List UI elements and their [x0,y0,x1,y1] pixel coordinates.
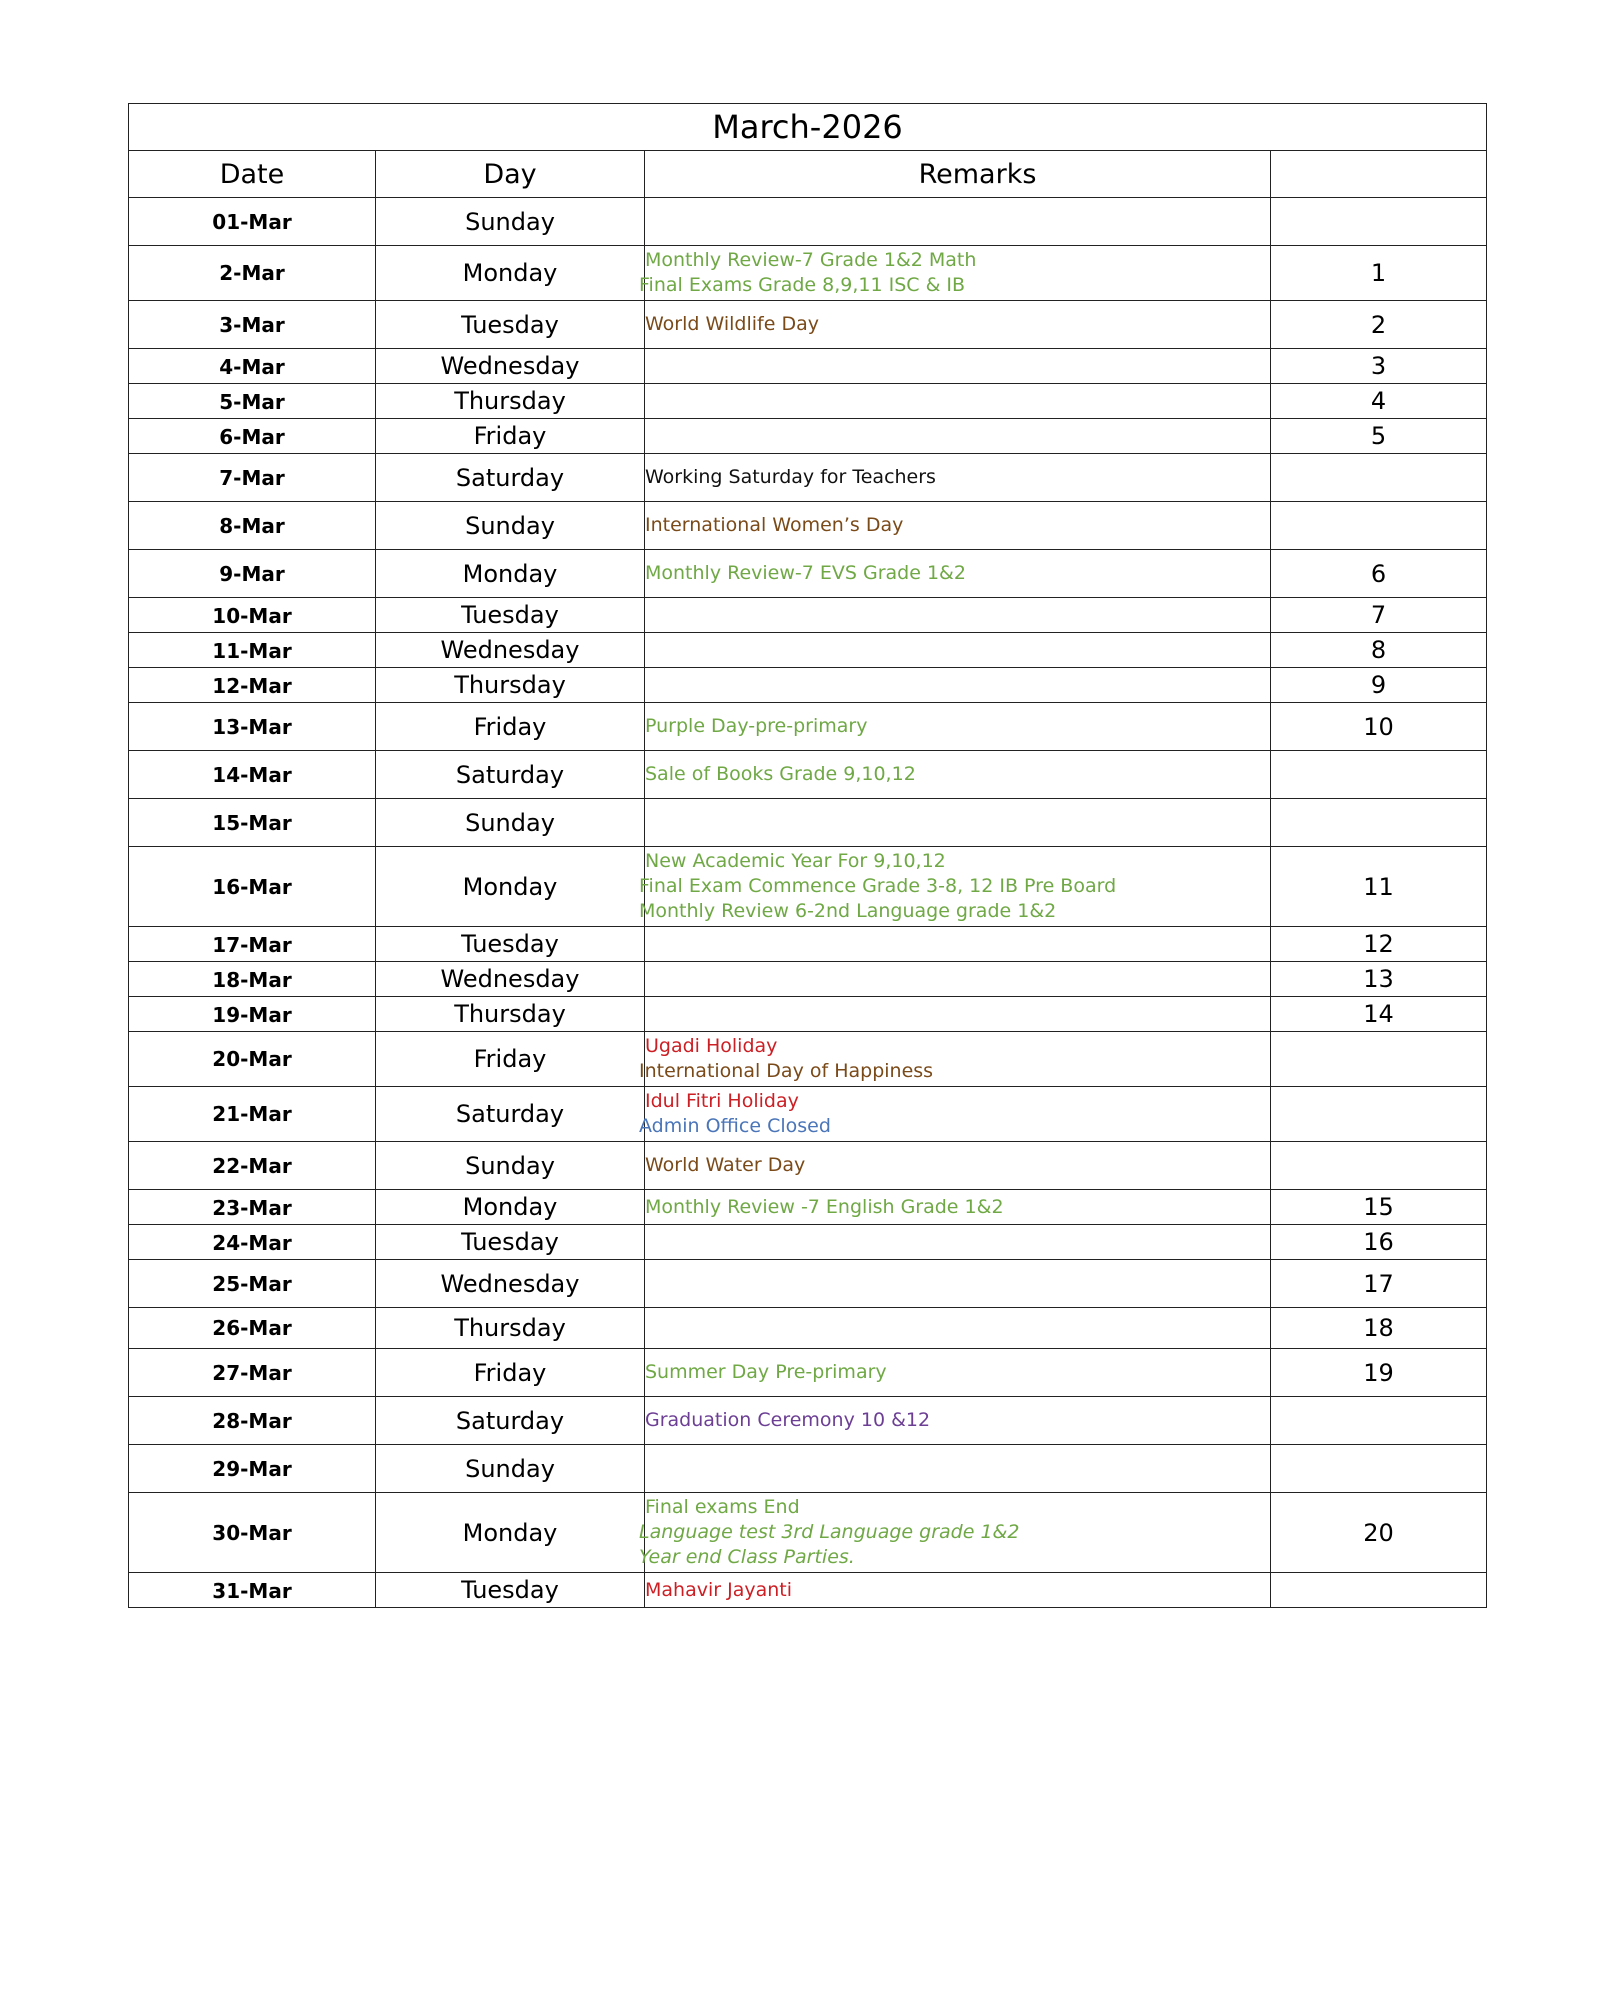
day-cell: Thursday [376,668,645,703]
number-cell: 4 [1271,384,1487,419]
remarks-cell [645,1573,1271,1608]
date-cell: 29-Mar [129,1445,376,1493]
number-cell: 13 [1271,962,1487,997]
table-row [129,668,1487,703]
remarks-cell [645,668,1271,703]
day-cell: Monday [376,246,645,301]
number-cell: 19 [1271,1349,1487,1397]
day-cell: Friday [376,1349,645,1397]
remark-line: Mahavir Jayanti [645,1578,792,1601]
number-cell: 15 [1271,1190,1487,1225]
remarks-cell [639,246,1271,301]
table-row [129,1349,1487,1397]
date-cell: 9-Mar [129,550,376,598]
remarks-cell [645,1445,1271,1493]
remark-line: Ugadi Holiday [645,1035,778,1057]
table-row [129,1190,1487,1225]
date-cell: 27-Mar [129,1349,376,1397]
table-row [129,1573,1487,1608]
date-cell: 6-Mar [129,419,376,454]
day-cell: Thursday [376,997,645,1032]
remarks-cell [645,1260,1271,1308]
day-cell: Saturday [376,1087,645,1142]
remark-line: Working Saturday for Teachers [645,466,936,488]
table-row [129,1087,1487,1142]
calendar-table [128,103,1487,1608]
day-cell: Tuesday [376,301,645,349]
number-cell [1271,1087,1487,1142]
day-cell: Tuesday [376,1573,645,1608]
table-row [129,1308,1487,1349]
table-row [129,927,1487,962]
remarks-cell [645,301,1271,349]
header-number [1271,151,1487,198]
number-cell: 14 [1271,997,1487,1032]
number-cell [1271,454,1487,502]
table-row [129,550,1487,598]
number-cell: 1 [1271,246,1487,301]
table-row [129,847,1487,927]
remark-line: New Academic Year For 9,10,12 [645,850,946,872]
number-cell: 8 [1271,633,1487,668]
day-cell: Sunday [376,799,645,847]
table-row [129,1493,1487,1573]
remark-line: Graduation Ceremony 10 &12 [645,1409,931,1431]
number-cell [1271,1032,1487,1087]
day-cell: Saturday [376,751,645,799]
day-cell: Tuesday [376,598,645,633]
day-cell: Thursday [376,1308,645,1349]
remarks-cell [639,1087,1271,1142]
date-cell: 2-Mar [129,246,376,301]
remarks-cell [645,703,1271,751]
date-cell: 31-Mar [129,1573,376,1608]
table-row [129,419,1487,454]
remarks-cell [645,962,1271,997]
day-cell: Tuesday [376,1225,645,1260]
table-row [129,799,1487,847]
header-row [129,151,1487,198]
date-cell: 13-Mar [129,703,376,751]
date-cell: 11-Mar [129,633,376,668]
table-row [129,598,1487,633]
header-date: Date [129,151,376,198]
date-cell: 21-Mar [129,1087,376,1142]
date-cell: 15-Mar [129,799,376,847]
date-cell: 01-Mar [129,198,376,246]
table-row [129,301,1487,349]
table-row [129,1260,1487,1308]
day-cell: Friday [376,703,645,751]
remarks-cell [639,1493,1271,1573]
date-cell: 18-Mar [129,962,376,997]
day-cell: Sunday [376,198,645,246]
remark-line: World Wildlife Day [645,313,819,335]
number-cell [1271,502,1487,550]
number-cell: 7 [1271,598,1487,633]
remarks-cell [645,598,1271,633]
table-row [129,349,1487,384]
table-row [129,703,1487,751]
date-cell: 19-Mar [129,997,376,1032]
number-cell [1271,1397,1487,1445]
remarks-cell [645,384,1271,419]
header-remarks: Remarks [645,151,1271,198]
day-cell: Friday [376,1032,645,1087]
date-cell: 5-Mar [129,384,376,419]
remarks-cell [645,349,1271,384]
table-row [129,1445,1487,1493]
remarks-cell [645,633,1271,668]
calendar-title: March-2026 [129,104,1487,151]
day-cell: Friday [376,419,645,454]
remark-line: Monthly Review 6-2nd Language grade 1&2 [639,900,1057,922]
remarks-cell [639,1032,1271,1087]
remarks-cell [645,1349,1271,1397]
remark-line: Final Exam Commence Grade 3-8, 12 IB Pre Board [639,875,1117,897]
remarks-cell [645,1308,1271,1349]
remarks-cell [639,847,1271,927]
remarks-cell [645,198,1271,246]
remark-line: Admin Office Closed [639,1115,831,1137]
remarks-cell [645,1225,1271,1260]
date-cell: 28-Mar [129,1397,376,1445]
remarks-cell [645,1397,1271,1445]
remark-line: International Day of Happiness [639,1060,934,1082]
remark-line: International Women’s Day [645,514,904,536]
number-cell: 11 [1271,847,1487,927]
day-cell: Monday [376,847,645,927]
number-cell: 6 [1271,550,1487,598]
remarks-cell [645,550,1271,598]
remark-line: Monthly Review-7 Grade 1&2 Math [645,249,977,271]
remarks-cell [645,751,1271,799]
number-cell [1271,751,1487,799]
number-cell: 12 [1271,927,1487,962]
number-cell: 10 [1271,703,1487,751]
table-row [129,962,1487,997]
date-cell: 3-Mar [129,301,376,349]
number-cell [1271,1142,1487,1190]
remarks-cell [645,799,1271,847]
date-cell: 24-Mar [129,1225,376,1260]
day-cell: Saturday [376,454,645,502]
date-cell: 7-Mar [129,454,376,502]
remarks-cell [645,997,1271,1032]
table-row [129,454,1487,502]
remarks-cell [645,1142,1271,1190]
table-row [129,1225,1487,1260]
day-cell: Monday [376,1190,645,1225]
number-cell [1271,799,1487,847]
remark-line: Monthly Review-7 EVS Grade 1&2 [645,562,966,584]
remark-line: Final Exams Grade 8,9,11 ISC & IB [639,274,966,296]
remark-line: Monthly Review -7 English Grade 1&2 [645,1195,1004,1218]
remarks-cell [645,419,1271,454]
remarks-cell [645,1190,1271,1225]
day-cell: Wednesday [376,349,645,384]
date-cell: 12-Mar [129,668,376,703]
table-row [129,1397,1487,1445]
date-cell: 20-Mar [129,1032,376,1087]
number-cell: 20 [1271,1493,1487,1573]
remarks-cell [645,502,1271,550]
date-cell: 16-Mar [129,847,376,927]
remarks-cell [645,927,1271,962]
remark-line: Final exams End [645,1496,800,1518]
table-row [129,502,1487,550]
day-cell: Wednesday [376,1260,645,1308]
number-cell [1271,1445,1487,1493]
table-row [129,751,1487,799]
table-row [129,384,1487,419]
table-row [129,997,1487,1032]
date-cell: 26-Mar [129,1308,376,1349]
date-cell: 10-Mar [129,598,376,633]
number-cell: 5 [1271,419,1487,454]
day-cell: Tuesday [376,927,645,962]
day-cell: Sunday [376,502,645,550]
table-row [129,198,1487,246]
table-row [129,633,1487,668]
date-cell: 17-Mar [129,927,376,962]
date-cell: 23-Mar [129,1190,376,1225]
number-cell: 9 [1271,668,1487,703]
day-cell: Sunday [376,1445,645,1493]
remark-line: World Water Day [645,1154,806,1176]
remarks-cell [645,454,1271,502]
remark-line: Purple Day-pre-primary [645,715,868,737]
day-cell: Monday [376,1493,645,1573]
date-cell: 22-Mar [129,1142,376,1190]
number-cell: 3 [1271,349,1487,384]
day-cell: Saturday [376,1397,645,1445]
day-cell: Thursday [376,384,645,419]
date-cell: 8-Mar [129,502,376,550]
number-cell: 16 [1271,1225,1487,1260]
date-cell: 14-Mar [129,751,376,799]
table-row [129,246,1487,301]
header-day: Day [376,151,645,198]
remark-line: Summer Day Pre-primary [645,1361,887,1383]
table-row [129,1142,1487,1190]
remark-line: Language test 3rd Language grade 1&2 [639,1521,1020,1543]
date-cell: 25-Mar [129,1260,376,1308]
date-cell: 30-Mar [129,1493,376,1573]
day-cell: Monday [376,550,645,598]
number-cell: 17 [1271,1260,1487,1308]
number-cell: 18 [1271,1308,1487,1349]
number-cell [1271,1573,1487,1608]
day-cell: Sunday [376,1142,645,1190]
number-cell [1271,198,1487,246]
date-cell: 4-Mar [129,349,376,384]
table-row [129,1032,1487,1087]
remark-line: Sale of Books Grade 9,10,12 [645,763,916,785]
remark-line: Year end Class Parties. [639,1546,855,1568]
remark-line: Idul Fitri Holiday [645,1090,799,1112]
day-cell: Wednesday [376,633,645,668]
day-cell: Wednesday [376,962,645,997]
number-cell: 2 [1271,301,1487,349]
